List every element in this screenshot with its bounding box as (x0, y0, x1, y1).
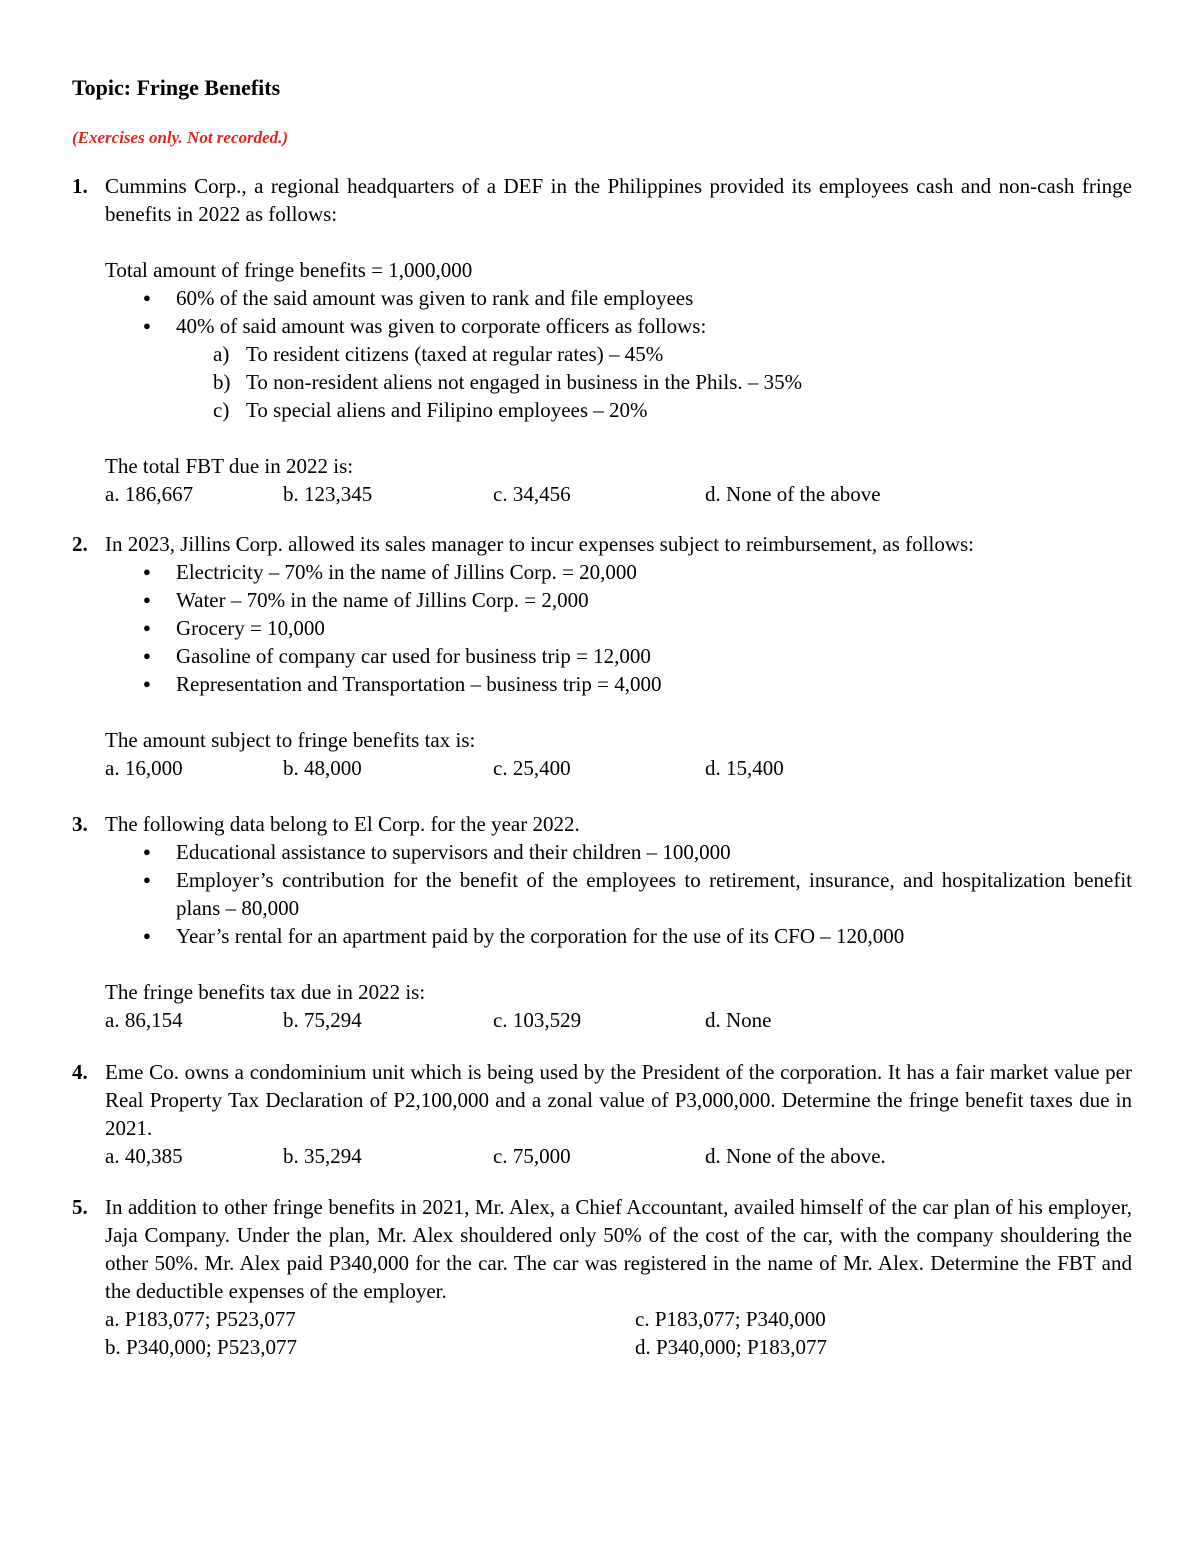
option-a: a. 186,667 (105, 482, 194, 506)
question-prompt: The amount subject to fringe benefits tax is: (105, 728, 476, 752)
bullet-list (105, 284, 1132, 340)
question-number: 4. (72, 1060, 88, 1084)
list-item: a) To resident citizens (taxed at regular rates) – 45% (213, 342, 664, 366)
question-prompt: The fringe benefits tax due in 2022 is: (105, 980, 426, 1004)
question-1 (72, 172, 1132, 508)
question-number: 3. (72, 812, 88, 836)
option-c: c. 75,000 (493, 1144, 571, 1168)
list-item: ● Employer’s contribution for the benefit of the employees to retirement, insurance, and hospitalization benefit plans – 80,000 (143, 866, 1132, 922)
question-text: In 2023, Jillins Corp. allowed its sales manager to incur expenses subject to reimbursement, as follows: (105, 532, 974, 556)
list-item: ● Grocery = 10,000 (143, 614, 1132, 642)
question-prompt: The total FBT due in 2022 is: (105, 454, 354, 478)
list-item: ● Water – 70% in the name of Jillins Corp. = 2,000 (143, 586, 1132, 614)
option-c: c. 25,400 (493, 756, 571, 780)
question-3 (72, 810, 1132, 1034)
question-text: Eme Co. owns a condominium unit which is being used by the President of the corporation. It has a fair market value per Real Property Tax Declaration of P2,100,000 and a zonal value of P3,000,000. Determine the fringe benefit taxes due in 2021. (105, 1060, 1132, 1140)
option-d: d. None (705, 1008, 772, 1032)
option-a: a. P183,077; P523,077 (105, 1307, 296, 1331)
question-text: In addition to other fringe benefits in 2021, Mr. Alex, a Chief Accountant, availed himself of the car plan of his employer, Jaja Company. Under the plan, Mr. Alex shouldered only 50% of the cost of the car, with the company shouldering the other 50%. Mr. Alex paid P340,000 for the car. The car was registered in the name of Mr. Alex. Determine the FBT and the deductible expenses of the employer. (105, 1195, 1132, 1303)
option-b: b. P340,000; P523,077 (105, 1335, 297, 1359)
option-a: a. 16,000 (105, 756, 183, 780)
list-item: ● Electricity – 70% in the name of Jillins Corp. = 20,000 (143, 558, 1132, 586)
answer-options (105, 1006, 1132, 1034)
option-d: d. None of the above (705, 482, 881, 506)
page-title: Topic: Fringe Benefits (72, 75, 281, 100)
option-c: c. 34,456 (493, 482, 571, 506)
option-b: b. 48,000 (283, 756, 362, 780)
question-number: 1. (72, 174, 88, 198)
exercise-note: (Exercises only. Not recorded.) (72, 128, 289, 147)
option-d: d. None of the above. (705, 1144, 886, 1168)
option-b: b. 123,345 (283, 482, 373, 506)
question-text: The following data belong to El Corp. for the year 2022. (105, 812, 580, 836)
list-item: ● 60% of the said amount was given to rank and file employees (143, 284, 1132, 312)
question-number: 5. (72, 1195, 88, 1219)
list-item: ● Gasoline of company car used for business trip = 12,000 (143, 642, 1132, 670)
list-item: ● 40% of said amount was given to corporate officers as follows: (143, 312, 1132, 340)
answer-options (105, 480, 1132, 508)
option-a: a. 86,154 (105, 1008, 183, 1032)
option-d: d. P340,000; P183,077 (635, 1335, 827, 1359)
bullet-list (105, 838, 1132, 950)
question-5 (72, 1193, 1132, 1361)
option-b: b. 75,294 (283, 1008, 362, 1032)
option-c: c. P183,077; P340,000 (635, 1307, 826, 1331)
question-2 (72, 530, 1132, 782)
option-a: a. 40,385 (105, 1144, 183, 1168)
bullet-list (105, 558, 1132, 698)
list-item: ● Educational assistance to supervisors and their children – 100,000 (143, 838, 1132, 866)
list-item: b) To non-resident aliens not engaged in business in the Phils. – 35% (213, 370, 803, 394)
option-c: c. 103,529 (493, 1008, 582, 1032)
answer-options (105, 754, 1132, 782)
list-item: c) To special aliens and Filipino employees – 20% (213, 398, 648, 422)
list-item: ● Representation and Transportation – business trip = 4,000 (143, 670, 1132, 698)
option-b: b. 35,294 (283, 1144, 362, 1168)
question-number: 2. (72, 532, 88, 556)
question-4 (72, 1058, 1132, 1170)
question-text: Cummins Corp., a regional headquarters of a DEF in the Philippines provided its employees cash and non-cash fringe benefits in 2022 as follows: (105, 174, 1132, 226)
answer-options (105, 1142, 1132, 1170)
sub-list (105, 340, 1132, 424)
list-item: ● Year’s rental for an apartment paid by the corporation for the use of its CFO – 120,000 (143, 922, 1132, 950)
total-amount: Total amount of fringe benefits = 1,000,000 (105, 258, 473, 282)
option-d: d. 15,400 (705, 756, 784, 780)
answer-options (105, 1305, 1132, 1361)
